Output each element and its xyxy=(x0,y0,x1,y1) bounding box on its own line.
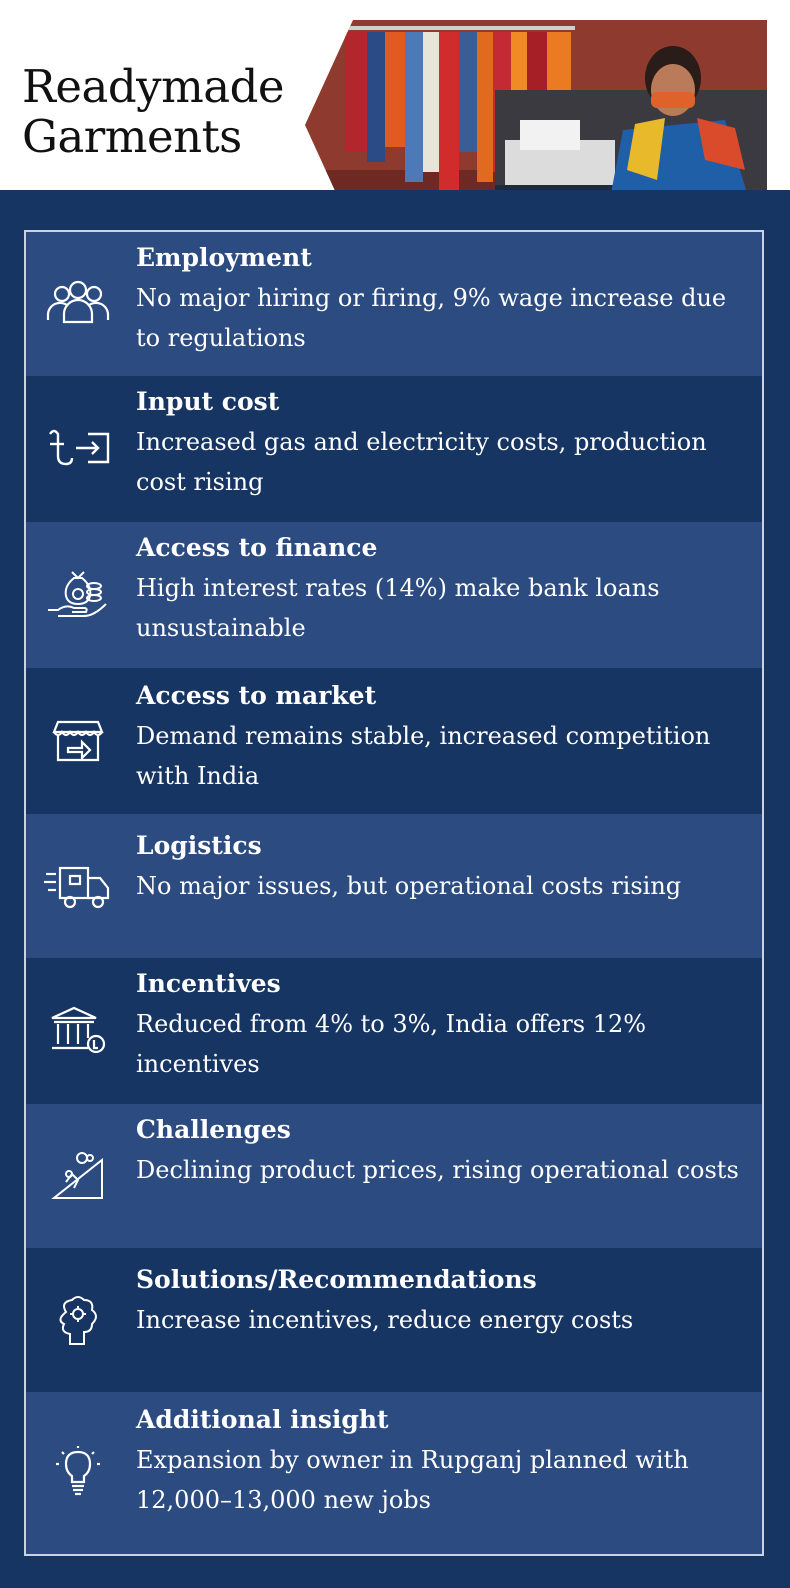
header xyxy=(0,0,790,230)
header-band xyxy=(0,190,790,230)
item-description: Increased gas and electricity costs, production cost rising xyxy=(136,428,707,496)
item-description: Increase incentives, reduce energy costs xyxy=(136,1306,634,1334)
item-description: High interest rates (14%) make bank loans unsustainable xyxy=(136,574,660,642)
people-icon xyxy=(42,276,114,332)
list-item-solutions xyxy=(26,1248,762,1392)
item-title: Challenges xyxy=(136,1115,291,1144)
list-item-challenges xyxy=(26,1104,762,1248)
storefront-icon xyxy=(42,712,114,768)
item-description: Demand remains stable, increased competition with India xyxy=(136,722,711,790)
item-description: Declining product prices, rising operational costs xyxy=(136,1156,739,1184)
taka-arrow-icon xyxy=(42,420,114,476)
item-title: Additional insight xyxy=(136,1405,389,1434)
list-item-input-cost xyxy=(26,376,762,522)
list-item-employment xyxy=(26,232,762,376)
delivery-truck-icon xyxy=(42,858,114,914)
item-title: Logistics xyxy=(136,831,262,860)
item-title: Solutions/Recommendations xyxy=(136,1265,537,1294)
list-item-incentives xyxy=(26,958,762,1104)
list-item-access-to-finance xyxy=(26,522,762,668)
money-bag-hand-icon xyxy=(42,566,114,622)
item-description: No major hiring or firing, 9% wage increase due to regulations xyxy=(136,284,727,352)
item-title: Access to market xyxy=(136,681,377,710)
uphill-climb-icon xyxy=(42,1148,114,1204)
item-title: Access to finance xyxy=(136,533,378,562)
item-title: Incentives xyxy=(136,969,281,998)
lightbulb-icon xyxy=(42,1444,114,1500)
item-title: Employment xyxy=(136,243,312,272)
info-panel xyxy=(24,230,764,1556)
brain-gear-icon xyxy=(42,1292,114,1348)
list-item-logistics xyxy=(26,814,762,958)
item-description: No major issues, but operational costs rising xyxy=(136,872,682,900)
item-description: Expansion by owner in Rupganj planned with 12,000–13,000 new jobs xyxy=(136,1446,689,1514)
page-title: Readymade Garments xyxy=(22,60,285,163)
list-item-access-to-market xyxy=(26,668,762,814)
bank-taka-icon xyxy=(42,1002,114,1058)
list-item-additional-insight xyxy=(26,1392,762,1554)
item-description: Reduced from 4% to 3%, India offers 12% incentives xyxy=(136,1010,647,1078)
item-title: Input cost xyxy=(136,387,280,416)
